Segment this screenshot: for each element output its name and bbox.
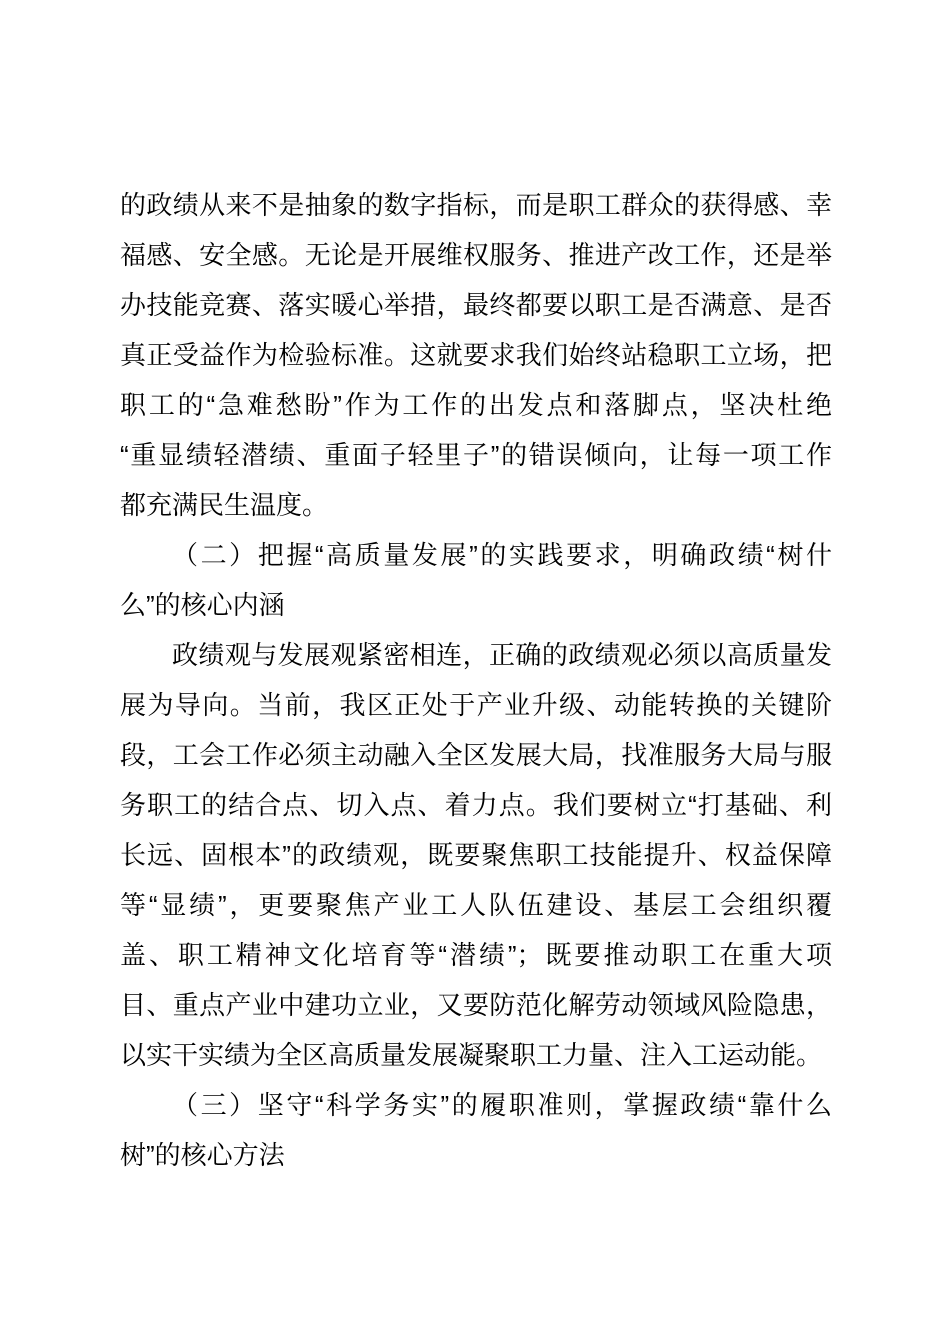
- text-line: 以实干实绩为全区高质量发展凝聚职工力量、注入工运动能。: [120, 1040, 823, 1070]
- text-line: 等“显绩”，更要聚焦产业工人队伍建设、基层工会组织覆: [120, 890, 832, 920]
- text-line: 真正受益作为检验标准。这就要求我们始终站稳职工立场，把: [120, 340, 832, 370]
- text-line: 树”的核心方法: [120, 1140, 285, 1170]
- text-line: 职工的“急难愁盼”作为工作的出发点和落脚点，坚决杜绝: [120, 390, 832, 420]
- text-line: 目、重点产业中建功立业，又要防范化解劳动领域风险隐患，: [120, 990, 832, 1020]
- text-line: 么”的核心内涵: [120, 590, 285, 620]
- text-line: “重显绩轻潜绩、重面子轻里子”的错误倾向，让每一项工作: [120, 440, 832, 470]
- text-line: 的政绩从来不是抽象的数字指标，而是职工群众的获得感、幸: [120, 190, 832, 220]
- text-line: 办技能竞赛、落实暖心举措，最终都要以职工是否满意、是否: [120, 290, 832, 320]
- text-line: 福感、安全感。无论是开展维权服务、推进产改工作，还是举: [120, 240, 832, 270]
- text-line: 政绩观与发展观紧密相连，正确的政绩观必须以高质量发: [172, 640, 832, 670]
- document-body: [120, 180, 832, 1180]
- text-line: 段，工会工作必须主动融入全区发展大局，找准服务大局与服: [120, 740, 832, 770]
- text-line: 盖、职工精神文化培育等“潜绩”；既要推动职工在重大项: [120, 940, 832, 970]
- text-line: 长远、固根本”的政绩观，既要聚焦职工技能提升、权益保障: [120, 840, 832, 870]
- text-line: （三）坚守“科学务实”的履职准则，掌握政绩“靠什么: [172, 1090, 832, 1120]
- text-line: 务职工的结合点、切入点、着力点。我们要树立“打基础、利: [120, 790, 832, 820]
- text-line: （二）把握“高质量发展”的实践要求，明确政绩“树什: [172, 540, 832, 570]
- text-line: 都充满民生温度。: [120, 490, 329, 520]
- text-line: 展为导向。当前，我区正处于产业升级、动能转换的关键阶: [120, 690, 832, 720]
